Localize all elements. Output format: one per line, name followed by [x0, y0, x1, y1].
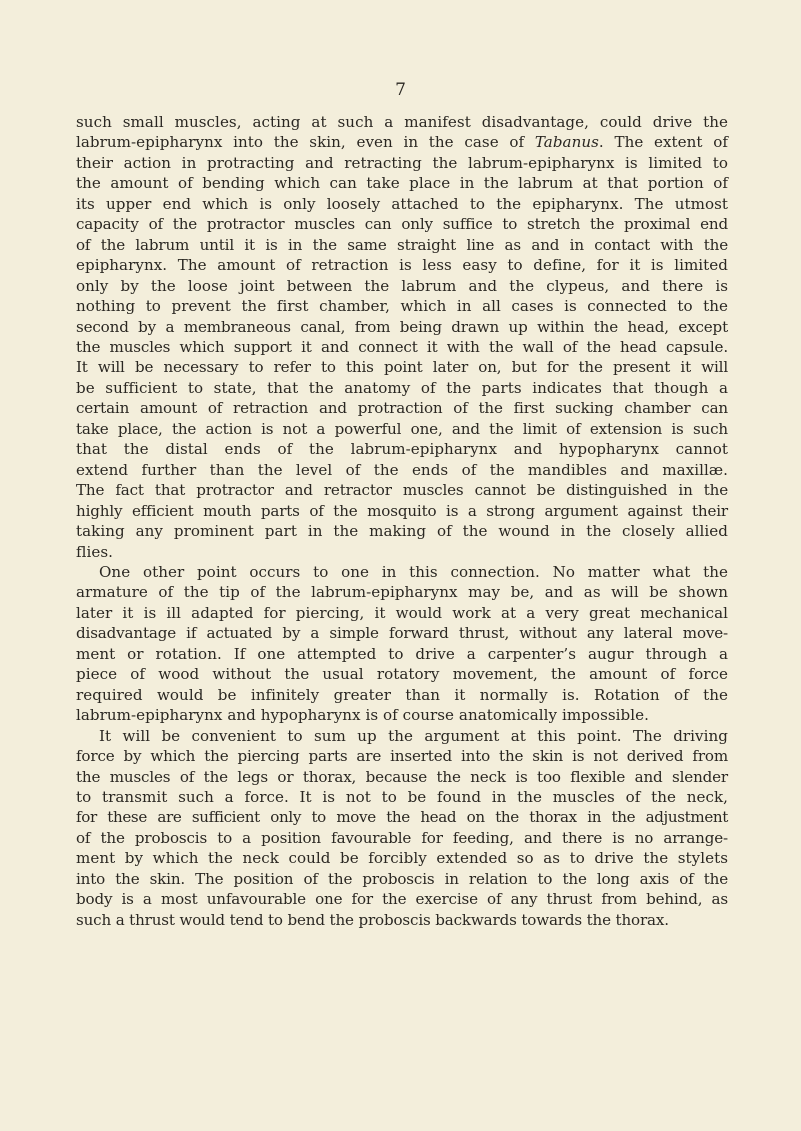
- text-line: of the proboscis to a position favourable for feeding, and there is no arrange-: [76, 828, 728, 847]
- paragraph-1: [76, 112, 728, 562]
- text-line: certain amount of retraction and protraction of the first sucking chamber can: [76, 399, 728, 418]
- text-line: that the distal ends of the labrum-epipharynx and hypopharynx cannot: [76, 440, 728, 459]
- text-line: force by which the piercing parts are inserted into the skin is not derived from: [76, 747, 728, 766]
- text-line: One other point occurs to one in this connection. No matter what the: [99, 562, 728, 581]
- text-line: ment or rotation. If one attempted to drive a carpenter’s augur through a: [76, 644, 728, 663]
- genus-name: Tabanus: [534, 133, 599, 152]
- text-line: labrum-epipharynx and hypopharynx is of course anatomically impossible.: [76, 706, 649, 725]
- text-line: extend further than the level of the ends of the mandibles and maxillæ.: [76, 460, 728, 479]
- text-line: for these are sufficient only to move the head on the thorax in the adjustment: [76, 808, 728, 827]
- page-number: 7: [395, 80, 406, 100]
- text-line: ment by which the neck could be forcibly extended so as to drive the stylets: [76, 849, 728, 868]
- text-line: second by a membraneous canal, from being drawn up within the head, except: [76, 317, 728, 336]
- text-line: its upper end which is only loosely attached to the epipharynx. The utmost: [76, 194, 728, 213]
- text-line: of the labrum until it is in the same straight line as and in contact with the: [76, 235, 728, 254]
- text-line: be sufficient to state, that the anatomy of the parts indicates that though a: [76, 378, 728, 397]
- text-line: to transmit such a force. It is not to be found in the muscles of the neck,: [76, 787, 728, 806]
- text-line: disadvantage if actuated by a simple forward thrust, without any lateral move-: [76, 624, 728, 643]
- paragraph-2: [76, 562, 728, 726]
- text-line: body is a most unfavourable one for the exercise of any thrust from behind, as: [76, 890, 728, 909]
- text-line: the amount of bending which can take place in the labrum at that portion of: [76, 174, 728, 193]
- text-line: such small muscles, acting at such a manifest disadvantage, could drive the: [76, 113, 728, 131]
- paragraph-3: [76, 726, 728, 931]
- text-line: such a thrust would tend to bend the proboscis backwards towards the thorax.: [76, 910, 669, 929]
- text-line: the muscles of the legs or thorax, because the neck is too flexible and slender: [76, 767, 728, 786]
- text-line: their action in protracting and retracting the labrum-epipharynx is limited to: [76, 153, 728, 172]
- text-line: piece of wood without the usual rotatory movement, the amount of force: [76, 665, 728, 684]
- text-line: later it is ill adapted for piercing, it would work at a very great mechanical: [76, 603, 728, 622]
- text-line: only by the loose joint between the labrum and the clypeus, and there is: [76, 276, 728, 295]
- text-line: flies.: [76, 542, 114, 561]
- text-line: take place, the action is not a powerful one, and the limit of extension is such: [76, 419, 728, 438]
- text-line: capacity of the protractor muscles can only suffice to stretch the proximal end: [76, 215, 728, 234]
- text-line: the muscles which support it and connect it with the wall of the head capsule.: [76, 337, 728, 356]
- text-line: required would be infinitely greater than it normally is. Rotation of the: [76, 685, 728, 704]
- text-line: epipharynx. The amount of retraction is less easy to define, for it is limited: [76, 256, 728, 275]
- text-line: It will be convenient to sum up the argument at this point. The driving: [99, 726, 728, 745]
- text-line: taking any prominent part in the making of the wound in the closely allied: [76, 522, 728, 541]
- text-line: It will be necessary to refer to this point later on, but for the present it will: [76, 358, 728, 377]
- text-line: into the skin. The position of the proboscis in relation to the long axis of the: [76, 869, 728, 888]
- text-line: labrum-epipharynx into the skin, even in the case of Tabanus. The extent of: [76, 133, 728, 152]
- text-line: The fact that protractor and retractor muscles cannot be distinguished in the: [76, 481, 728, 500]
- body-text: [76, 112, 728, 930]
- text-line: armature of the tip of the labrum-epipharynx may be, and as will be shown: [76, 583, 728, 602]
- text-line: nothing to prevent the first chamber, which in all cases is connected to the: [76, 297, 728, 316]
- text-line: highly efficient mouth parts of the mosquito is a strong argument against their: [76, 501, 728, 520]
